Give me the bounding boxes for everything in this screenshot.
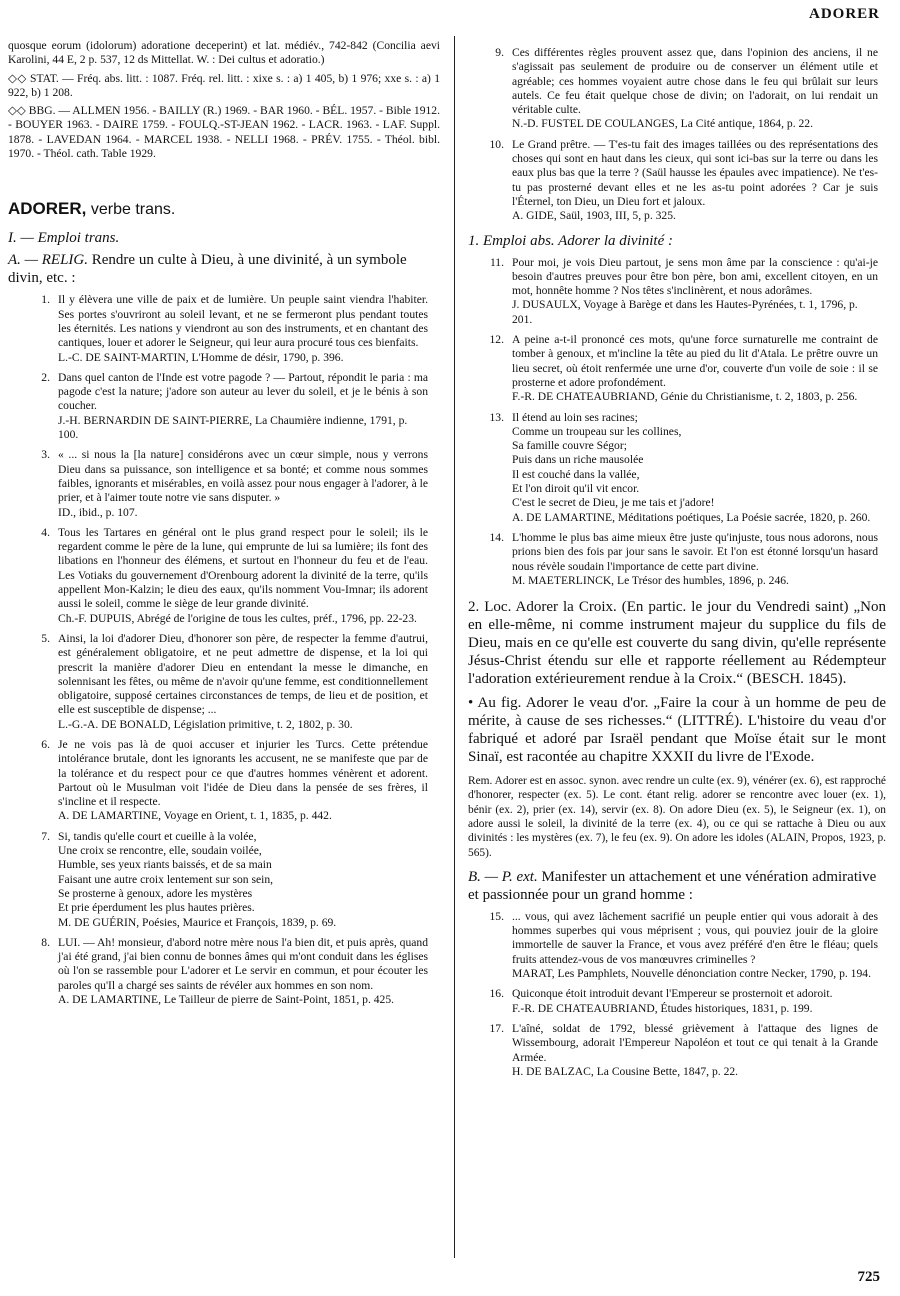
section-heading-I: I. — Emploi trans. [8, 230, 120, 247]
example-body [58, 738, 428, 824]
verse-line: Se prosterne à genoux, adore les mystères [58, 886, 253, 900]
verse-line: Faisant une autre croix lentement sur son sein, [58, 872, 274, 886]
example-number: 16. [489, 987, 504, 1001]
frequency-stats: ◇◇ STAT. — Fréq. abs. litt. : 1087. Fréq. rel. litt. : xixe s. : a) 1 405, b) 1 976; xxe s. : a) 1 922, b) 1 208. [8, 71, 440, 99]
verse-line: Si, tandis qu'elle court et cueille à la volée, [58, 829, 257, 843]
bibliography: ◇◇ BBG. — ALLMEN 1956. - BAILLY (R.) 1969. - BAR 1960. - BÉL. 1957. - Bible 1912. - BOUYER 1963. - DAIRE 1759. - FOULQ.-ST-JEAN 1962. - LACR. 1963. - LAF. Suppl. 1878. - LAVEDAN 1964. - MARCEL 1938. - NELLI 1968. - PRÉV. 1755. - Théol. bibl. 1970. - Théol. cath. Table 1929. [8, 104, 440, 161]
example-body [58, 448, 428, 519]
quotation-source: M. DE GUÉRIN, Poésies, Maurice et François, 1839, p. 69. [58, 915, 337, 929]
example-body [58, 632, 428, 732]
subsection-A [8, 251, 440, 287]
locution-2: 2. Loc. Adorer la Croix. (En partic. le jour du Vendredi saint) „Non en elle-même, ni comme instrument majeur du supplice du fils de Dieu, mais en ce qu'elle est couverte du sang divin, qu'elle représente Jésus-Christ étendu sur elle et rapporte réellement au Rédempteur l'adoration extérieurement rendue à la Croix.“ (BESCH. 1845). [468, 599, 886, 688]
examples-list-c [468, 910, 886, 1079]
quotation-source: Ch.-F. DUPUIS, Abrégé de l'origine de tous les cultes, préf., 1796, pp. 22-23. [58, 611, 417, 625]
example-number: 15. [489, 909, 504, 923]
example-number: 17. [489, 1021, 504, 1035]
example-8 [8, 936, 440, 1007]
quotation-source: J.-H. BERNARDIN DE SAINT-PIERRE, La Chaumière indienne, 1791, p. 100. [58, 413, 408, 442]
quotation-text: Ainsi, la loi d'adorer Dieu, d'honorer son père, de respecter la femme d'autrui, est généralement obligatoire, et ne peut admettre de dispense, et la loi qui prescrit la manière d'adorer Dieu en entendant la messe le dimanche, en solennisant les fêtes, ou même de n'avoir qu'une femme, est conditionnellement obligatoire, supposé certaines circonstances de temps, de lieu et de position, et elle est susceptible de dispense; ... [58, 631, 428, 717]
subsection-B [468, 868, 886, 904]
example-body [512, 531, 878, 588]
quotation-source: L.-C. DE SAINT-MARTIN, L'Homme de désir, 1790, p. 396. [58, 350, 344, 364]
example-9 [468, 46, 886, 132]
example-1 [8, 293, 440, 364]
quotation-text: Le Grand prêtre. — T'es-tu fait des images taillées ou des représentations des choses qui sont en haut dans les cieux, qui sont ici-bas sur la terre ou dans les eaux plus bas que la terre ? (Saül hausse les épaules avec impatience). Ne t'es-tu pas prosterné devant elles et ne les as-tu point adorées ? Car je suis l'Éternel, ton Dieu, un Dieu fort et jaloux. [512, 137, 878, 208]
example-5 [8, 632, 440, 732]
examples-list-a [468, 46, 886, 224]
figurative-use: • Au fig. Adorer le veau d'or. „Faire la cour à un homme de peu de mérite, à cause de ses richesses.“ (LITTRÉ). L'histoire du veau d'or fabriqué et adoré par Israël pendant que Moïse était sur le mont Sinaï, est racontée au chapitre XXXII du livre de l'Exode. [468, 695, 886, 766]
example-number: 6. [41, 737, 50, 751]
example-body [58, 371, 428, 442]
quotation-source: J. DUSAULX, Voyage à Barège et dans les Hautes-Pyrénées, t. 1, 1796, p. 201. [512, 298, 858, 326]
example-body [512, 46, 878, 132]
example-number: 10. [489, 137, 504, 151]
quotation-text: ... vous, qui avez lâchement sacrifié un peuple entier qui vous adorait à des hommes superbes qui vous méprisent ; vous, qui pouviez jouir de la gloire immortelle de sauver la France, et vous avez préféré d'en être le fléau; quels fruits attendez-vous de vos manœuvres criminelles ? [512, 909, 878, 966]
examples-list-b [468, 256, 886, 589]
verse-line: Et l'on diroit qu'il vit encor. [512, 482, 640, 496]
verse-line: Puis dans un riche mausolée [512, 453, 644, 467]
quotation-text: LUI. — Ah! monsieur, d'abord notre mère nous l'a bien dit, et puis après, quand j'ai été grand, j'ai bien connu de bonnes âmes qui m'ont conduit dans les églises où l'on se rassemble pour L'adorer et Le servir en commun, et pour écouter les paroles qu'Il a chargé ses saints de révéler aux hommes en son nom. [58, 935, 428, 992]
entry-headword: ADORER, [8, 199, 87, 219]
page-number: 725 [857, 1269, 880, 1285]
example-4 [8, 526, 440, 626]
quotation-text: A peine a-t-il prononcé ces mots, qu'une force surnaturelle me contraint de tomber à genoux, et m'incline la tête au pied du lit d'Atala. Le prêtre ouvre un lieu secret, où étoit renfermée une urne d'or, couverte d'un voile de soie : il se prosterne et adore profondément. [512, 333, 878, 389]
quotation-source: L.-G.-A. DE BONALD, Législation primitive, t. 2, 1802, p. 30. [58, 717, 353, 731]
verse-line: Une croix se rencontre, elle, soudain voilée, [58, 844, 262, 858]
example-3 [8, 448, 440, 519]
example-body [58, 936, 428, 1007]
example-body [58, 830, 428, 930]
example-2 [8, 371, 440, 442]
quotation-text: Pour moi, je vois Dieu partout, je sens mon âme par la conscience : qu'ai-je besoin d'autres preuves pour être bon père, bon ami, excellent citoyen, en un mot, honnête homme ? Nos têtes s'inclinèrent, et nous adorâmes. [512, 255, 878, 298]
verse-line: Et prie éperdument les plus hautes prières. [58, 901, 255, 915]
quotation-source: H. DE BALZAC, La Cousine Bette, 1847, p. 22. [512, 1064, 739, 1078]
quotation-source: M. MAETERLINCK, Le Trésor des humbles, 1896, p. 246. [512, 573, 789, 587]
definition-A: Rendre un culte à Dieu, à une divinité, à un symbole divin, etc. : [8, 252, 407, 287]
example-body [512, 256, 878, 327]
verse-line: C'est le secret de Dieu, je me tais et j'adore! [512, 496, 715, 510]
examples-list [8, 293, 440, 1007]
example-number: 4. [41, 525, 50, 539]
example-17 [468, 1022, 886, 1079]
example-body [512, 333, 878, 404]
quotation-text: Tous les Tartares en général ont le plus grand respect pour le soleil; ils le regardent comme le père de la lune, qui emprunte de lui sa lumière; ils font des libations en l'honneur des élémens, et surtout en l'honneur du feu et de l'eau. Les Votiaks du gouvernement d'Orenbourg adorent la divinité de la terre, qu'ils appellent Mon-Kalzin; le dieu des eaux, qu'ils nomment Vou-Imnar; ils adorent aussi le soleil, comme le siège de leur grande divinité. [58, 525, 428, 611]
quotation-source: N.-D. FUSTEL DE COULANGES, La Cité antique, 1864, p. 22. [512, 117, 813, 131]
part-of-speech: verbe trans. [90, 201, 176, 219]
verse-line: Il est couché dans la vallée, [512, 467, 640, 481]
example-7 [8, 830, 440, 930]
example-number: 13. [489, 410, 504, 424]
example-number: 12. [489, 333, 504, 347]
quotation-source: A. DE LAMARTINE, Méditations poétiques, La Poésie sacrée, 1820, p. 260. [512, 510, 871, 524]
example-12 [468, 333, 886, 404]
quotation-source: MARAT, Les Pamphlets, Nouvelle dénonciation contre Necker, 1790, p. 194. [512, 967, 871, 981]
quotation-text: Je ne vois pas là de quoi accuser et injurier les Turcs. Cette prétendue intolérance brutale, dont les ignorants les accusent, ne se manifeste que par de la tolérance et du respect pour ce que d'autres hommes vénèrent et adorent. Partout où le Musulman voit l'idée de Dieu dans la pensée de ses frères, il s'incline et il respecte. [58, 737, 428, 809]
quotation-source: A. DE LAMARTINE, Voyage en Orient, t. 1, 1835, p. 442. [58, 809, 332, 823]
example-number: 7. [41, 829, 50, 843]
example-body [58, 526, 428, 626]
quotation-source: F.-R. DE CHATEAUBRIAND, Études historiques, 1831, p. 199. [512, 1001, 813, 1015]
quotation-text: L'aîné, soldat de 1792, blessé grièvement à l'attaque des lignes de Wissembourg, adorait l'Empereur Napoléon et tout ce qui tenait à la Grande Armée. [512, 1021, 878, 1064]
verse-line: Humble, ses yeux riants baissés, et de sa main [58, 858, 272, 872]
quotation-text: Ces différentes règles prouvent assez que, dans l'opinion des anciens, il ne s'agissait pas seulement de produire ou de conserver un élément utile et agréable; ces hommes voyaient autre chose dans le feu qui brûlait sur leurs autels. Ce feu était quelque chose de divin; on l'adorait, on lui rendait un véritable culte. [512, 46, 878, 117]
quotation-text: Il y élèvera une ville de paix et de lumière. Un peuple saint viendra l'habiter. Ses portes s'ouvriront au soleil levant, et ne se fermeront plus pendant toutes les éternités. Les nations y viendront au son des instruments, et en chantant des cantiques, louer et adorer le Seigneur, qui leur aura procuré tous ces bienfaits. [58, 293, 428, 350]
verse-line: Sa famille couvre Ségor; [512, 439, 627, 453]
example-body [512, 411, 878, 525]
example-number: 1. [41, 293, 50, 307]
example-body [512, 1022, 878, 1079]
example-body [512, 987, 878, 1016]
example-number: 3. [41, 448, 50, 462]
quotation-source: F.-R. DE CHATEAUBRIAND, Génie du Christianisme, t. 2, 1803, p. 256. [512, 390, 858, 404]
remark: Rem. Adorer est en assoc. synon. avec rendre un culte (ex. 9), vénérer (ex. 6), est rapproché d'honorer, respecter (ex. 5). Le cont. étant relig. adorer se rencontre avec louer (ex. 1), bénir (ex. 2), prier (ex. 14), servir (ex. 8). On adore Dieu (ex. 5), le Seigneur (ex. 1), on adore aussi le soleil, la divinité de la terre (ex. 4), ou ce qui se rattache à Dieu ou aux divinités : les mystères (ex. 7), le feu (ex. 9). On adore les idoles (ALAIN, Propos, 1923, p. 565). [468, 775, 886, 859]
example-15 [468, 910, 886, 981]
example-number: 5. [41, 631, 50, 645]
example-number: 2. [41, 370, 50, 384]
quotation-source: A. GIDE, Saül, 1903, III, 5, p. 325. [512, 209, 676, 223]
entry-heading [8, 199, 440, 220]
column-divider [454, 36, 455, 1258]
example-number: 14. [489, 530, 504, 544]
example-body [512, 138, 878, 224]
example-11 [468, 256, 886, 327]
verse-line: Comme un troupeau sur les collines, [512, 424, 682, 438]
right-column [468, 40, 886, 1079]
quotation-source: ID., ibid., p. 107. [58, 505, 138, 519]
example-number: 8. [41, 935, 50, 949]
example-number: 9. [495, 46, 504, 59]
subsection-A-label: A. — RELIG. [8, 252, 88, 269]
left-column [8, 39, 440, 1007]
example-body [512, 910, 878, 981]
subsection-1: 1. Emploi abs. Adorer la divinité : [468, 232, 673, 249]
example-13 [468, 411, 886, 525]
example-14 [468, 531, 886, 588]
quotation-text: « ... si nous la [la nature] considérons avec un cœur simple, nous y verrons Dieu dans sa puissance, son intelligence et sa bonté; et comme nous sommes faibles, ignorants et misérables, en voilà assez pour nous engager à l'adorer, à le prier, et à l'aimer toute notre vie sans disputer. » [58, 448, 428, 505]
example-16 [468, 987, 886, 1016]
running-headword: ADORER [808, 6, 880, 22]
example-6 [8, 738, 440, 824]
example-body [58, 293, 428, 364]
example-number: 11. [489, 255, 504, 269]
subsection-B-label: B. — P. ext. [468, 868, 538, 885]
quotation-text: Dans quel canton de l'Inde est votre pagode ? — Partout, répondit le paria : ma pagode c'est la nature; j'adore son auteur au lever du soleil, et je le bénis à son coucher. [58, 370, 428, 413]
quotation-text: L'homme le plus bas aime mieux être juste qu'injuste, tous nous adorons, nous prions bien des fois par jour sans le savoir. Et l'on est étonné lorsqu'un hasard nous révèle soudain l'importance de cette part divine. [512, 530, 878, 573]
quotation-source: A. DE LAMARTINE, Le Tailleur de pierre de Saint-Point, 1851, p. 425. [58, 993, 395, 1007]
etymology-continuation: quosque eorum (idolorum) adoratione deceperint) et lat. médiév., 742-842 (Concilia aevi Karolini, 44 E, 2 p. 537, 12 ds Mittellat. W. : Dei cultus et adoratio.) [8, 39, 440, 67]
verse-line: Il étend au loin ses racines; [512, 410, 638, 424]
definition-B: Manifester un attachement et une vénération admirative et passionnée pour un grand homme : [468, 868, 877, 903]
example-10 [468, 138, 886, 224]
quotation-text: Quiconque étoit introduit devant l'Empereur se prosternoit et adoroit. [512, 987, 833, 1001]
